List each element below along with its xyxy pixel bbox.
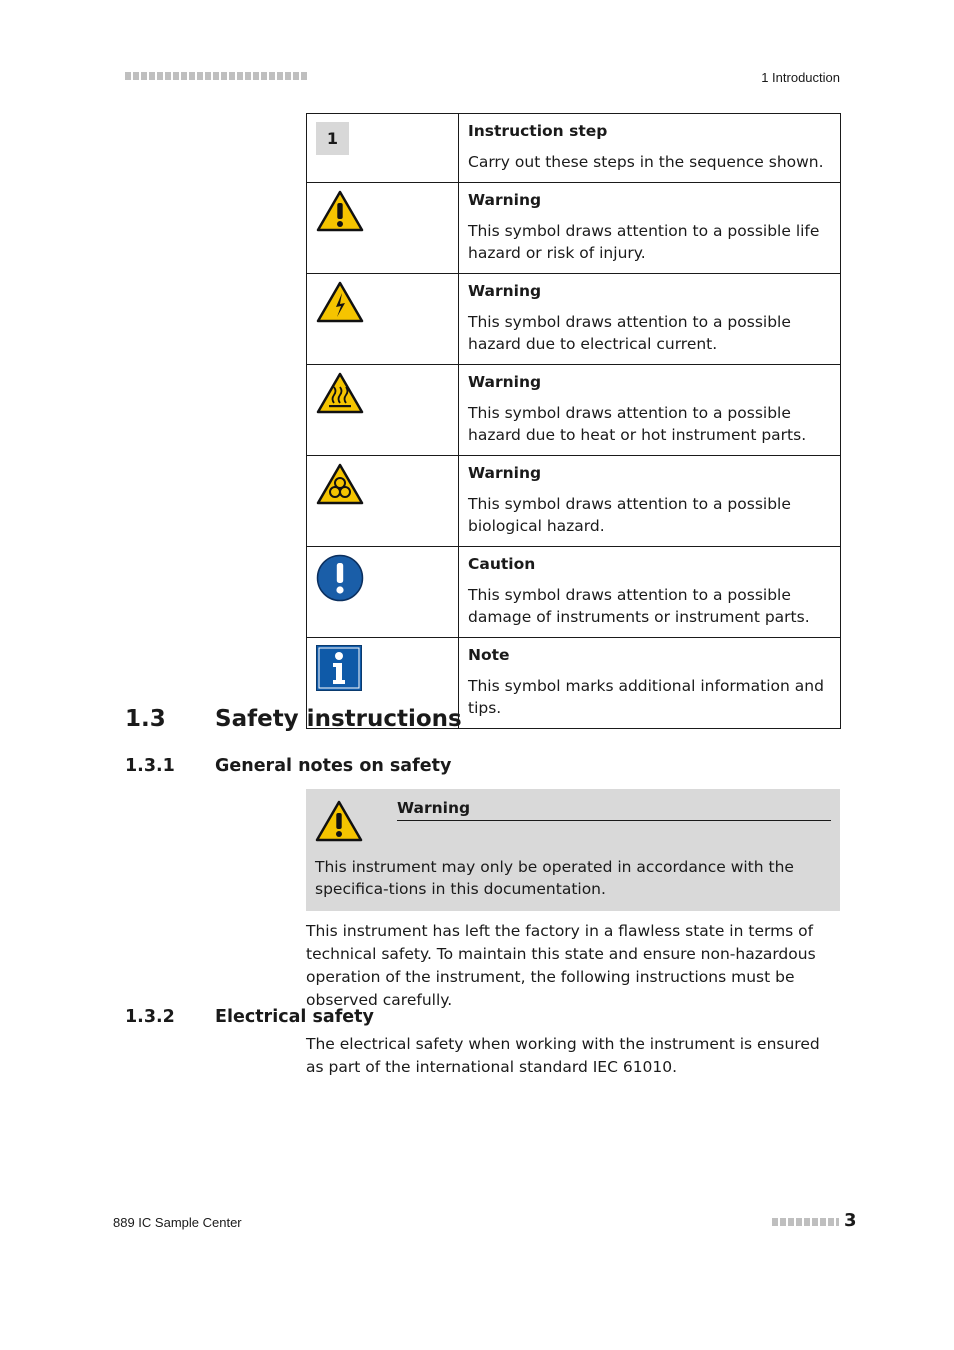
row-title: Caution bbox=[468, 555, 536, 573]
symbol-table bbox=[306, 113, 841, 729]
warning-text: This instrument may only be operated in accordance with the specifica-tions in this documentation. bbox=[315, 858, 794, 898]
body-paragraph: The electrical safety when working with the instrument is ensured as part of the international standard IEC 61010. bbox=[306, 1035, 820, 1076]
row-description: This symbol draws attention to a possible hazard due to electrical current. bbox=[468, 313, 791, 353]
subsection-number: 1.3.1 bbox=[125, 756, 175, 776]
row-title: Note bbox=[468, 646, 510, 664]
table-row bbox=[307, 183, 841, 274]
warning-box bbox=[306, 789, 840, 911]
caution-icon bbox=[316, 554, 364, 602]
table-row bbox=[307, 114, 841, 183]
info-icon bbox=[316, 645, 362, 691]
row-description: Carry out these steps in the sequence shown. bbox=[468, 153, 824, 171]
subsection-heading-electrical bbox=[125, 1007, 374, 1027]
table-row bbox=[307, 456, 841, 547]
general-warning-icon bbox=[316, 190, 364, 232]
row-description: This symbol draws attention to a possible hazard due to heat or hot instrument parts. bbox=[468, 404, 807, 444]
table-row bbox=[307, 274, 841, 365]
row-description: This symbol draws attention to a possible biological hazard. bbox=[468, 495, 791, 535]
table-row bbox=[307, 547, 841, 638]
table-row bbox=[307, 365, 841, 456]
row-title: Warning bbox=[468, 191, 542, 209]
row-title: Warning bbox=[468, 282, 542, 300]
footer-product: 889 IC Sample Center bbox=[113, 1215, 242, 1230]
header-decoration bbox=[125, 72, 307, 80]
general-warning-icon bbox=[315, 800, 363, 842]
footer-decoration bbox=[772, 1218, 839, 1226]
row-title: Warning bbox=[468, 464, 542, 482]
section-title: Safety instructions bbox=[215, 706, 462, 732]
electrical-warning-icon bbox=[316, 281, 364, 323]
warning-title: Warning bbox=[397, 799, 831, 821]
row-title: Instruction step bbox=[468, 122, 608, 140]
row-description: This symbol draws attention to a possible damage of instruments or instrument parts. bbox=[468, 586, 810, 626]
row-title: Warning bbox=[468, 373, 542, 391]
page-number: 3 bbox=[844, 1210, 857, 1231]
subsection-title: General notes on safety bbox=[215, 756, 452, 776]
row-description: This symbol marks additional information and tips. bbox=[468, 677, 824, 717]
chapter-header: 1 Introduction bbox=[761, 70, 840, 85]
step-number-box: 1 bbox=[316, 122, 349, 155]
subsection-title: Electrical safety bbox=[215, 1007, 374, 1027]
section-number: 1.3 bbox=[125, 706, 166, 732]
section-heading bbox=[125, 706, 462, 732]
heat-warning-icon bbox=[316, 372, 364, 414]
biohazard-warning-icon bbox=[316, 463, 364, 505]
row-description: This symbol draws attention to a possible life hazard or risk of injury. bbox=[468, 222, 820, 262]
subsection-number: 1.3.2 bbox=[125, 1007, 175, 1027]
body-paragraph: This instrument has left the factory in a flawless state in terms of technical safety. To maintain this state and ensure non-hazardous operation of the instrument, the following instructions must be observed carefully. bbox=[306, 922, 816, 1009]
subsection-heading-general bbox=[125, 756, 451, 776]
